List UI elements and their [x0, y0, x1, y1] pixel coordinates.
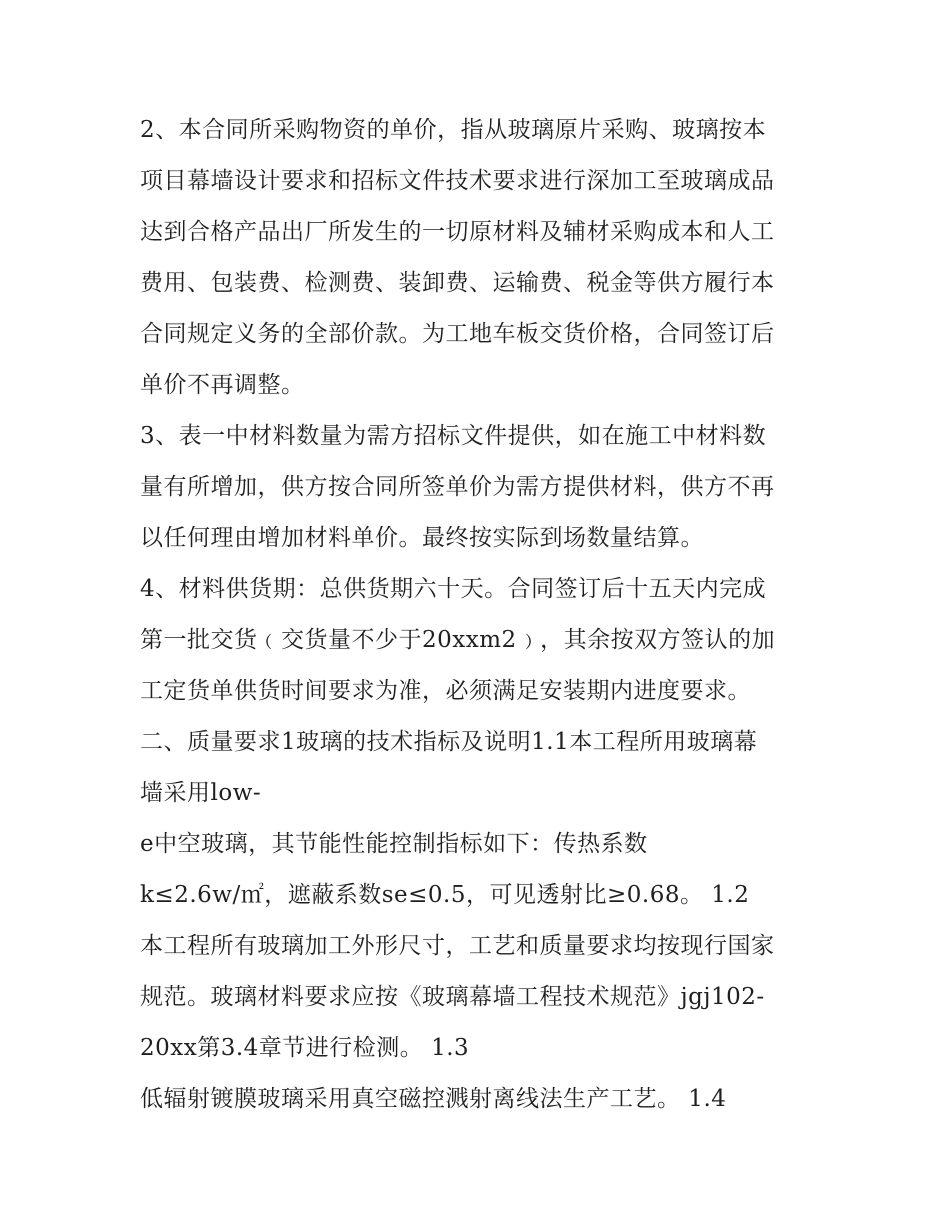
text-line: 3、表一中材料数量为需方招标文件提供，如在施工中材料数 [140, 423, 767, 449]
text-line: 低辐射镀膜玻璃采用真空磁控溅射离线法生产工艺。 1.4 [140, 1086, 727, 1112]
text-line: 4、材料供货期：总供货期六十天。合同签订后十五天内完成 [140, 576, 767, 602]
text-line: 墙采用low- [140, 780, 262, 806]
text-line: 2、本合同所采购物资的单价，指从玻璃原片采购、玻璃按本 [140, 117, 767, 143]
text-line: 本工程所有玻璃加工外形尺寸，工艺和质量要求均按现行国家 [140, 933, 775, 959]
text-line: e中空玻璃，其节能性能控制指标如下：传热系数 [140, 831, 648, 857]
text-line: 达到合格产品出厂所发生的一切原材料及辅材采购成本和人工 [140, 219, 775, 245]
text-line: 单价不再调整。 [140, 372, 305, 398]
text-line: 工定货单供货时间要求为准，必须满足安装期内进度要求。 [140, 678, 751, 704]
text-line: k≤2.6w/㎡，遮蔽系数se≤0.5，可见透射比≥0.68。 1.2 [140, 882, 750, 908]
text-line: 第一批交货﹙交货量不少于20xxm2﹚，其余按双方签认的加 [140, 627, 776, 653]
text-line: 20xx第3.4章节进行检测。 1.3 [140, 1035, 470, 1061]
text-line: 费用、包装费、检测费、装卸费、运输费、税金等供方履行本 [140, 270, 775, 296]
text-line: 以任何理由增加材料单价。最终按实际到场数量结算。 [140, 525, 704, 551]
text-line: 项目幕墙设计要求和招标文件技术要求进行深加工至玻璃成品 [140, 168, 775, 194]
text-line: 二、质量要求1玻璃的技术指标及说明1.1本工程所用玻璃幕 [140, 729, 758, 755]
text-line: 量有所增加，供方按合同所签单价为需方提供材料，供方不再 [140, 474, 775, 500]
text-line: 合同规定义务的全部价款。为工地车板交货价格，合同签订后 [140, 321, 775, 347]
text-line: 规范。玻璃材料要求应按《玻璃幕墙工程技术规范》jgj102- [140, 984, 765, 1010]
